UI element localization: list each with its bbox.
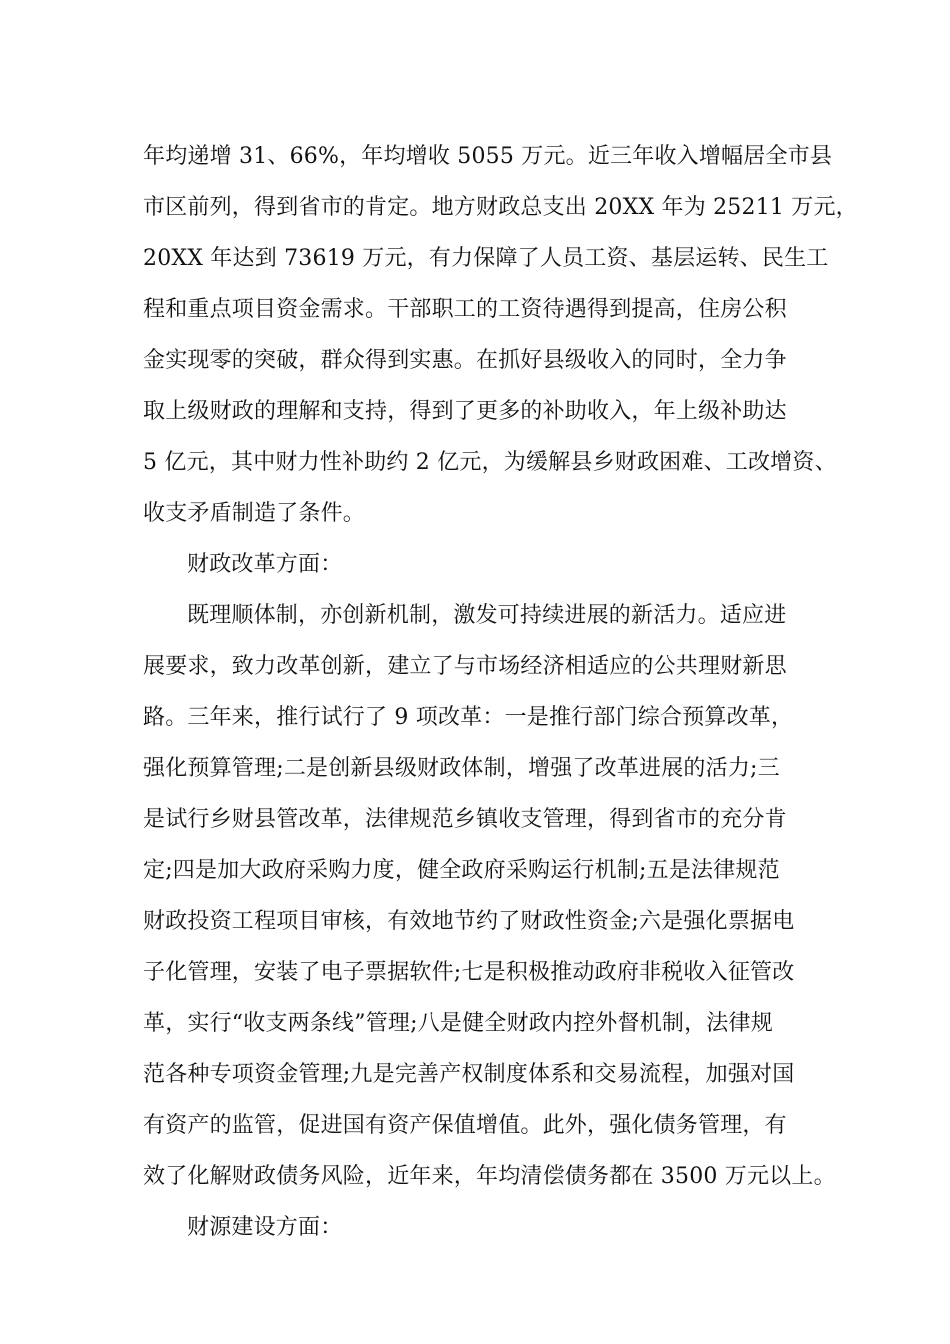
paragraph-line: 年均递增 31、66%，年均增收 5055 万元。近三年收入增幅居全市县 bbox=[143, 144, 833, 169]
paragraph-line: 20XX 年达到 73619 万元，有力保障了人员工资、基层运转、民生工 bbox=[143, 246, 829, 271]
paragraph-line: 范各种专项资金管理;九是完善产权制度体系和交易流程，加强对国 bbox=[143, 1062, 795, 1087]
paragraph-line: 财政投资工程项目审核，有效地节约了财政性资金;六是强化票据电 bbox=[143, 909, 795, 934]
paragraph-line: 有资产的监管，促进国有资产保值增值。此外，强化债务管理，有 bbox=[143, 1113, 787, 1138]
paragraph-line: 5 亿元，其中财力性补助约 2 亿元，为缓解县乡财政困难、工改增资、 bbox=[143, 450, 837, 475]
paragraph-line: 效了化解财政债务风险，近年来，年均清偿债务都在 3500 万元以上。 bbox=[143, 1164, 836, 1189]
paragraph-line: 收支矛盾制造了条件。 bbox=[143, 501, 366, 526]
section-heading-fiscal-reform: 财政改革方面： bbox=[187, 552, 343, 577]
paragraph-line: 路。三年来，推行试行了 9 项改革：一是推行部门综合预算改革， bbox=[143, 705, 794, 730]
paragraph-line: 取上级财政的理解和支持，得到了更多的补助收入，年上级补助达 bbox=[143, 399, 787, 424]
paragraph-line: 革，实行“收支两条线”管理;八是健全财政内控外督机制，法律规 bbox=[143, 1011, 773, 1036]
paragraph-line: 展要求，致力改革创新，建立了与市场经济相适应的公共理财新思 bbox=[143, 654, 787, 679]
paragraph-line: 子化管理，安装了电子票据软件;七是积极推动政府非税收入征管改 bbox=[143, 960, 795, 985]
paragraph-line: 金实现零的突破，群众得到实惠。在抓好县级收入的同时，全力争 bbox=[143, 348, 787, 373]
section-heading-revenue-sources: 财源建设方面： bbox=[187, 1215, 343, 1240]
document-body bbox=[143, 131, 858, 1253]
paragraph-line: 既理顺体制，亦创新机制，激发可持续进展的新活力。适应进 bbox=[187, 603, 787, 628]
paragraph-line: 程和重点项目资金需求。干部职工的工资待遇得到提高，住房公积 bbox=[143, 297, 787, 322]
paragraph-line: 是试行乡财县管改革，法律规范乡镇收支管理，得到省市的充分肯 bbox=[143, 807, 787, 832]
paragraph-line: 强化预算管理;二是创新县级财政体制，增强了改革进展的活力;三 bbox=[143, 756, 780, 781]
paragraph-line: 市区前列，得到省市的肯定。地方财政总支出 20XX 年为 25211 万元， bbox=[143, 195, 858, 220]
paragraph-line: 定;四是加大政府采购力度，健全政府采购运行机制;五是法律规范 bbox=[143, 858, 780, 883]
